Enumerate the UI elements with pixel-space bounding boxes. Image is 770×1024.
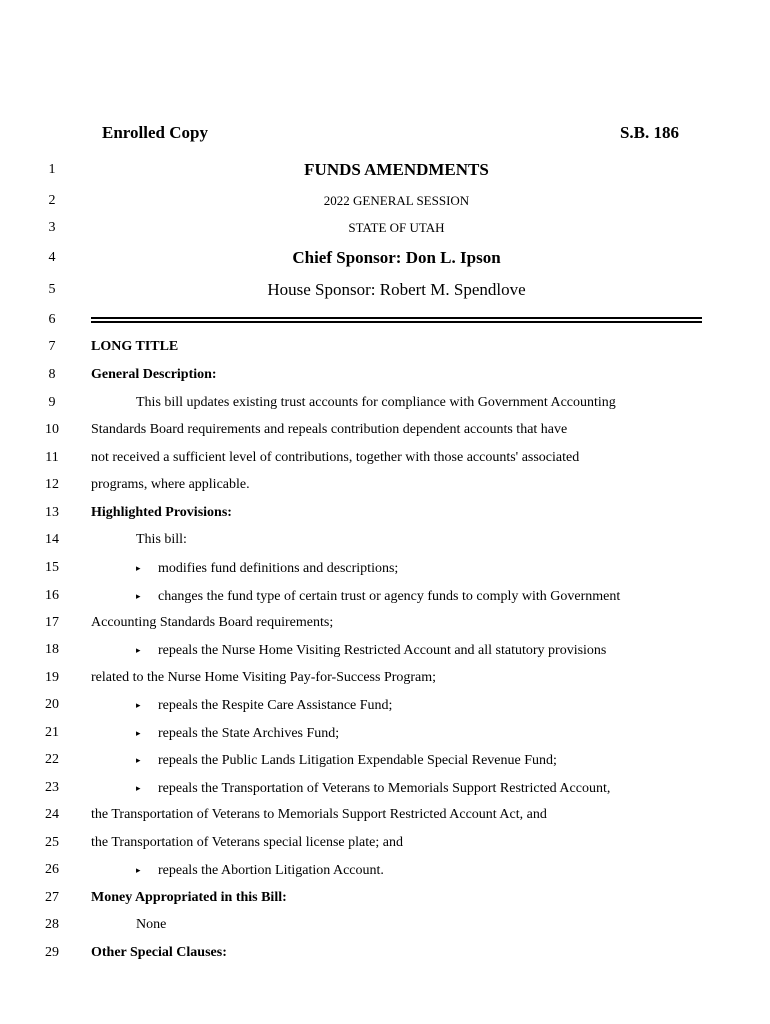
section-heading: LONG TITLE [91,339,179,354]
line-10 [0,418,770,442]
line-25 [0,831,770,855]
line-number: 10 [45,422,59,437]
body-text: the Transportation of Veterans special license plate; and [91,835,403,850]
session-label: 2022 GENERAL SESSION [323,193,470,208]
line-number: 6 [48,312,56,327]
house-sponsor: House Sponsor: Robert M. Spendlove [267,280,526,299]
bullet-text: repeals the Public Lands Litigation Expendable Special Revenue Fund; [158,753,557,768]
line-2 [0,189,770,213]
bullet-text: changes the fund type of certain trust or agency funds to comply with Government [158,589,621,604]
line-number: 28 [45,917,59,932]
bullet-icon: ▸ [136,755,141,765]
bullet-item [136,638,606,663]
line-19 [0,666,770,690]
line-21 [0,721,770,745]
line-22 [0,748,770,772]
line-1 [0,158,770,182]
line-28 [0,913,770,937]
bullet-icon: ▸ [136,591,141,601]
double-rule-bottom [91,321,702,323]
line-3 [0,216,770,240]
line-24 [0,803,770,827]
line-15 [0,556,770,580]
line-number: 15 [45,560,59,575]
body-text: None [136,917,167,932]
line-12 [0,473,770,497]
body-text: programs, where applicable. [91,477,250,492]
bullet-text: repeals the Transportation of Veterans to Memorials Support Restricted Account, [158,781,611,796]
line-9 [0,391,770,415]
bullet-text: repeals the Nurse Home Visiting Restricted Account and all statutory provisions [158,643,607,658]
line-number: 12 [45,477,59,492]
bullet-item [136,556,398,581]
bullet-item [136,776,610,801]
bullet-item [136,721,339,746]
bullet-icon: ▸ [136,728,141,738]
line-number: 16 [45,588,59,603]
line-4 [0,246,770,270]
line-number: 26 [45,862,59,877]
body-text: the Transportation of Veterans to Memorials Support Restricted Account Act, and [91,807,547,822]
bullet-icon: ▸ [136,645,141,655]
line-number: 11 [45,450,59,465]
line-27 [0,886,770,910]
enrolled-copy-label: Enrolled Copy [102,123,208,142]
line-29 [0,941,770,965]
section-heading: Other Special Clauses: [91,945,227,960]
line-8 [0,363,770,387]
bill-title: FUNDS AMENDMENTS [304,160,489,179]
bullet-text: repeals the Respite Care Assistance Fund; [158,698,393,713]
line-16 [0,584,770,608]
line-number: 3 [48,220,56,235]
bullet-item [136,748,557,773]
bullet-icon: ▸ [136,783,141,793]
line-number: 29 [45,945,59,960]
line-number: 25 [45,835,59,850]
line-number: 22 [45,752,59,767]
line-number: 21 [45,725,59,740]
bullet-text: repeals the Abortion Litigation Account. [158,863,384,878]
bullet-icon: ▸ [136,563,141,573]
line-number: 2 [48,193,56,208]
line-7 [0,335,770,359]
line-14 [0,528,770,552]
line-number: 4 [48,250,56,265]
line-13 [0,501,770,525]
bullet-icon: ▸ [136,700,141,710]
line-number: 24 [45,807,59,822]
bullet-item [136,693,392,718]
line-number: 13 [45,505,59,520]
double-rule-top [91,317,702,319]
bullet-icon: ▸ [136,865,141,875]
line-6 [0,308,770,332]
line-number: 19 [45,670,59,685]
line-number: 9 [48,395,56,410]
section-heading: Money Appropriated in this Bill: [91,890,287,905]
line-17 [0,611,770,635]
line-number: 5 [48,282,56,297]
bill-number: S.B. 186 [619,123,679,142]
body-text: Standards Board requirements and repeals contribution dependent accounts that have [91,422,568,437]
section-heading: General Description: [91,367,217,382]
line-18 [0,638,770,662]
chief-sponsor: Chief Sponsor: Don L. Ipson [292,248,501,267]
line-number: 23 [45,780,59,795]
line-11 [0,446,770,470]
state-label: STATE OF UTAH [348,220,445,235]
body-text: Accounting Standards Board requirements; [91,615,334,630]
line-number: 14 [45,532,59,547]
bullet-text: modifies fund definitions and descriptions; [158,561,399,576]
line-20 [0,693,770,717]
line-number: 1 [48,162,56,177]
line-number: 17 [45,615,59,630]
line-number: 7 [48,339,56,354]
bullet-text: repeals the State Archives Fund; [158,726,340,741]
line-number: 27 [45,890,59,905]
bullet-item [136,858,384,883]
line-number: 8 [48,367,56,382]
line-number: 20 [45,697,59,712]
line-5 [0,278,770,302]
bullet-item [136,584,620,609]
line-number: 18 [45,642,59,657]
line-26 [0,858,770,882]
body-text: This bill updates existing trust accounts for compliance with Government Accounting [136,395,616,410]
body-text: This bill: [136,532,187,547]
section-heading: Highlighted Provisions: [91,505,232,520]
line-23 [0,776,770,800]
body-text: related to the Nurse Home Visiting Pay-for-Success Program; [91,670,437,685]
body-text: not received a sufficient level of contributions, together with those accounts' associated [91,450,580,465]
